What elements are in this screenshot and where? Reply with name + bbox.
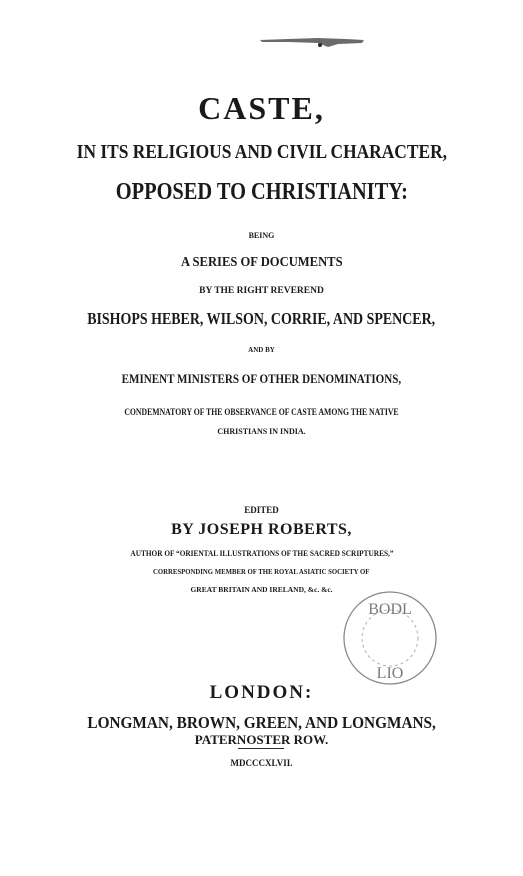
- divider-rule: [238, 748, 284, 749]
- editor-name: BY JOSEPH ROBERTS,: [171, 521, 352, 538]
- edited-label: EDITED: [244, 505, 279, 515]
- bishops-line: BISHOPS HEBER, WILSON, CORRIE, AND SPENCER,: [87, 309, 436, 328]
- series-line: A SERIES OF DOCUMENTS: [180, 255, 343, 270]
- ministers-line: EMINENT MINISTERS OF OTHER DENOMINATIONS,: [121, 371, 402, 386]
- and-by-label: AND BY: [248, 346, 275, 354]
- ink-smear: [258, 34, 366, 48]
- year-line: MDCCCXLVII.: [230, 758, 293, 768]
- britain-line: GREAT BRITAIN AND IRELAND, &c. &c.: [190, 585, 333, 594]
- condemnatory-line-2: CHRISTIANS IN INDIA.: [217, 427, 306, 436]
- publisher-line: LONGMAN, BROWN, GREEN, AND LONGMANS,: [87, 713, 436, 732]
- condemnatory-line-1: CONDEMNATORY OF THE OBSERVANCE OF CASTE AMONG THE NATIVE: [124, 407, 399, 417]
- main-title: CASTE,: [198, 90, 325, 126]
- reverend-line: BY THE RIGHT REVEREND: [199, 286, 324, 296]
- address-line: PATERNOSTER ROW.: [194, 732, 329, 747]
- member-line: CORRESPONDING MEMBER OF THE ROYAL ASIATIC SOCIETY OF: [153, 567, 370, 576]
- author-of-line: AUTHOR OF “ORIENTAL ILLUSTRATIONS OF THE SACRED SCRIPTURES,”: [129, 548, 394, 558]
- stamp-top-text: BODL: [368, 601, 412, 618]
- library-stamp: [336, 584, 444, 692]
- subtitle-line-2: OPPOSED TO CHRISTIANITY:: [115, 179, 408, 205]
- being-label: BEING: [248, 231, 275, 240]
- stamp-bottom-text: LIO: [376, 665, 404, 682]
- subtitle-line-1: IN ITS RELIGIOUS AND CIVIL CHARACTER,: [76, 141, 447, 163]
- place-line: LONDON:: [209, 682, 314, 703]
